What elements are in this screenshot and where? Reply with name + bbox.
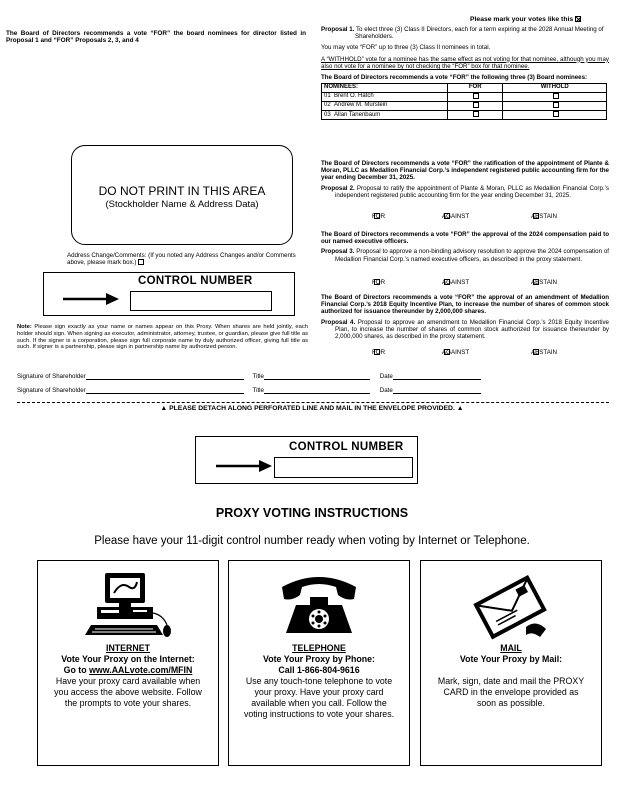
address-area [71, 145, 293, 245]
proposal-3-for-checkbox[interactable] [374, 279, 380, 285]
proposal-2-against-checkbox[interactable] [444, 213, 450, 219]
instructions-heading: PROXY VOTING INSTRUCTIONS [215, 506, 409, 520]
signature-label: Signature of Shareholder [17, 373, 86, 380]
proposal-2-block [321, 160, 609, 199]
proposal-4-votes [321, 349, 609, 357]
control-number-box-top [43, 272, 295, 316]
internet-url-link[interactable]: www.AALvote.com/MFIN [89, 665, 193, 675]
signature-row-1 [17, 373, 617, 380]
signature-row-2 [17, 387, 617, 394]
mail-body: Mark, sign, date and mail the PROXY CARD in the envelope provided as soon as possible. [437, 676, 585, 708]
proposal-1-block [321, 26, 609, 120]
control-number-label: CONTROL NUMBER [138, 275, 253, 287]
proposal-2-abstain-checkbox[interactable] [533, 213, 539, 219]
date-label: Date [379, 373, 393, 380]
abstain-label: ABSTAIN [531, 279, 558, 286]
nominee-1-for-checkbox[interactable] [473, 93, 479, 99]
nominees-header-row [322, 84, 607, 93]
proposal-4-abstain-checkbox[interactable] [533, 349, 539, 355]
signing-note [17, 324, 308, 351]
marker-example-checkbox [575, 16, 581, 22]
nominee-number: 01 [324, 93, 331, 100]
abstain-label: ABSTAIN [531, 213, 558, 220]
note-label: Note: [17, 324, 32, 330]
arrow-right-icon [216, 459, 272, 473]
detach-instruction: ▲ PLEASE DETACH ALONG PERFORATED LINE AND MAIL IN THE ENVELOPE PROVIDED. ▲ [160, 405, 464, 412]
address-area-title: DO NOT PRINT IN THIS AREA [98, 184, 266, 198]
title-label: Title [252, 387, 264, 394]
withhold-header: WITHOLD [503, 84, 607, 93]
nominees-table [321, 83, 607, 120]
arrow-right-icon [63, 292, 119, 306]
control-number-label: CONTROL NUMBER [289, 441, 404, 453]
proposal-3-title: Proposal 3. [321, 248, 355, 256]
nominee-row [322, 111, 607, 120]
signature-line[interactable] [86, 373, 244, 380]
proposal-4-title: Proposal 4. [321, 318, 356, 326]
internet-goto: Go to [63, 665, 90, 675]
note-text: Please sign exactly as your name or names appear on this Proxy. When shares are held jointly, each holder should sign. When signing as executor, administrator, attorney, trustee, or guardian, please give full title as such. If the signer is a corporation, please sign full corporate name by duly authorized officer, giving full title as such. If signer is a partnership, please sign in partnership name by authorized person. [17, 324, 308, 351]
against-label: AGAINST [442, 279, 470, 286]
nominee-3-for-checkbox[interactable] [473, 111, 479, 117]
marker-text: Please mark your votes like this [470, 16, 574, 23]
address-change [67, 252, 309, 266]
proposal-2-votes [321, 213, 609, 221]
proposal-2-title: Proposal 2. [321, 184, 355, 192]
proposal-3-board-rec: The Board of Directors recommends a vote “FOR” the approval of the 2024 compensation paid to our named executive officers. [321, 231, 609, 246]
nominee-name: Andrew M. Murstein [334, 102, 388, 109]
for-label: FOR [372, 349, 386, 356]
proposal-3-abstain-checkbox[interactable] [533, 279, 539, 285]
telephone-option [228, 560, 410, 766]
proposal-4-board-rec: The Board of Directors recommends a vote “FOR” the approval of an amendment of Medallion Financial Corp.’s 2018 Equity Incentive Plan, to increase the number of shares of common stock authorized for issuance thereunder by 2,000,000 shares. [321, 294, 609, 316]
against-label: AGAINST [442, 349, 470, 356]
board-recommendation-top: The Board of Directors recommends a vote “FOR” the board nominees for director listed in Proposal 1 and “FOR” Proposals 2, 3, and 4 [6, 30, 306, 45]
nominee-name: Brent O. Hatch [334, 93, 374, 100]
control-number-box-bottom [195, 436, 418, 484]
nominee-2-withhold-checkbox[interactable] [553, 102, 559, 108]
proposal-4-block [321, 294, 609, 340]
telephone-body: Use any touch-tone telephone to vote your proxy. Have your proxy card available when you call. Follow the voting instructions to vote your shares. [243, 676, 395, 719]
control-number-field[interactable] [274, 457, 413, 478]
address-change-text: Address Change/Comments: (If you noted any Address Changes and/or Comments above, please mark box.) [67, 252, 296, 267]
mail-option [420, 560, 602, 766]
control-number-field[interactable] [130, 291, 272, 311]
abstain-label: ABSTAIN [531, 349, 558, 356]
signature-line[interactable] [86, 387, 244, 394]
telephone-line1: Vote Your Proxy by Phone: [263, 654, 375, 664]
title-line[interactable] [264, 373, 370, 380]
internet-option [37, 560, 219, 766]
for-header: FOR [448, 84, 503, 93]
mail-envelope-icon [421, 569, 601, 641]
date-label: Date [379, 387, 393, 394]
instructions-subheading: Please have your 11-digit control number ready when voting by Internet or Telephone. [94, 535, 530, 547]
title-label: Title [252, 373, 264, 380]
nominee-row [322, 101, 607, 110]
proposal-1-text: To elect three (3) Class II Directors, each for a term expiring at the 2028 Annual Meeting of Shareholders. [355, 26, 604, 41]
against-label: AGAINST [442, 213, 470, 220]
nominee-1-withhold-checkbox[interactable] [553, 93, 559, 99]
nominee-name: Allan Tanenbaum [334, 111, 381, 118]
proposal-4-for-checkbox[interactable] [374, 349, 380, 355]
proposal-1-title: Proposal 1. [321, 26, 355, 33]
proposal-3-block [321, 231, 609, 263]
telephone-number: Call 1-866-804-9616 [278, 665, 360, 675]
address-change-checkbox[interactable] [138, 259, 144, 265]
telephone-title: TELEPHONE [292, 643, 346, 653]
nominees-header: NOMINEES: [322, 84, 448, 93]
perforated-line [17, 402, 609, 403]
title-line[interactable] [264, 387, 370, 394]
date-line[interactable] [393, 387, 481, 394]
withhold-note: A “WITHHOLD” vote for a nominee has the same effect as not voting for that nominee, although you may also not vote for a nominee by not checking the “FOR” box for that nominee. [321, 55, 609, 70]
mail-line1: Vote Your Proxy by Mail: [459, 654, 563, 664]
telephone-icon [229, 569, 409, 641]
nominee-row [322, 92, 607, 101]
for-label: FOR [372, 213, 386, 220]
nominee-number: 03 [324, 111, 331, 118]
proposal-1-limit: You may vote “FOR” up to three (3) Class II nominees in total. [321, 44, 491, 52]
internet-line1: Vote Your Proxy on the Internet: [61, 654, 195, 664]
proposal-4-against-checkbox[interactable] [444, 349, 450, 355]
signature-label: Signature of Shareholder [17, 387, 86, 394]
nominee-number: 02 [324, 102, 331, 109]
proposal-1-board-rec: The Board of Directors recommends a vote “FOR” the following three (3) Board nominees: [321, 74, 588, 82]
proposal-3-against-checkbox[interactable] [444, 279, 450, 285]
proposal-3-votes [321, 279, 609, 287]
internet-title: INTERNET [106, 643, 150, 653]
address-area-subtitle: (Stockholder Name & Address Data) [105, 199, 259, 210]
mail-title: MAIL [500, 643, 522, 653]
proposal-3-text: Proposal to approve a non-binding advisory resolution to approve the 2024 compensation of Medallion Financial Corp.’s named executive officers, as described in the proxy statement. [335, 248, 609, 263]
nominee-3-withhold-checkbox[interactable] [553, 111, 559, 117]
date-line[interactable] [393, 373, 481, 380]
proposal-2-for-checkbox[interactable] [374, 213, 380, 219]
nominee-2-for-checkbox[interactable] [473, 102, 479, 108]
proposal-2-text: Proposal to ratify the appointment of Plante & Moran, PLLC as Medallion Financial Corp.’s independent registered public accounting firm for the year ending December 31, 2025. [335, 184, 609, 199]
marker-instruction [470, 16, 581, 23]
for-label: FOR [372, 279, 386, 286]
internet-body: Have your proxy card available when you access the above website. Follow the prompts to vote your shares. [54, 676, 202, 708]
proposal-2-board-rec: The Board of Directors recommends a vote “FOR” the ratification of the appointment of Plante & Moran, PLLC as Medallion Financial Corp.’s independent registered public accounting firm for the year ending December 31, 2025. [321, 160, 609, 182]
proposal-4-text: Proposal to approve an amendment to Medallion Financial Corp.’s 2018 Equity Incentive Plan, to increase the number of shares of common stock authorized for issuance thereunder by 2,000,000 shares, as described in the proxy statement. [335, 318, 609, 341]
computer-icon [38, 569, 218, 641]
